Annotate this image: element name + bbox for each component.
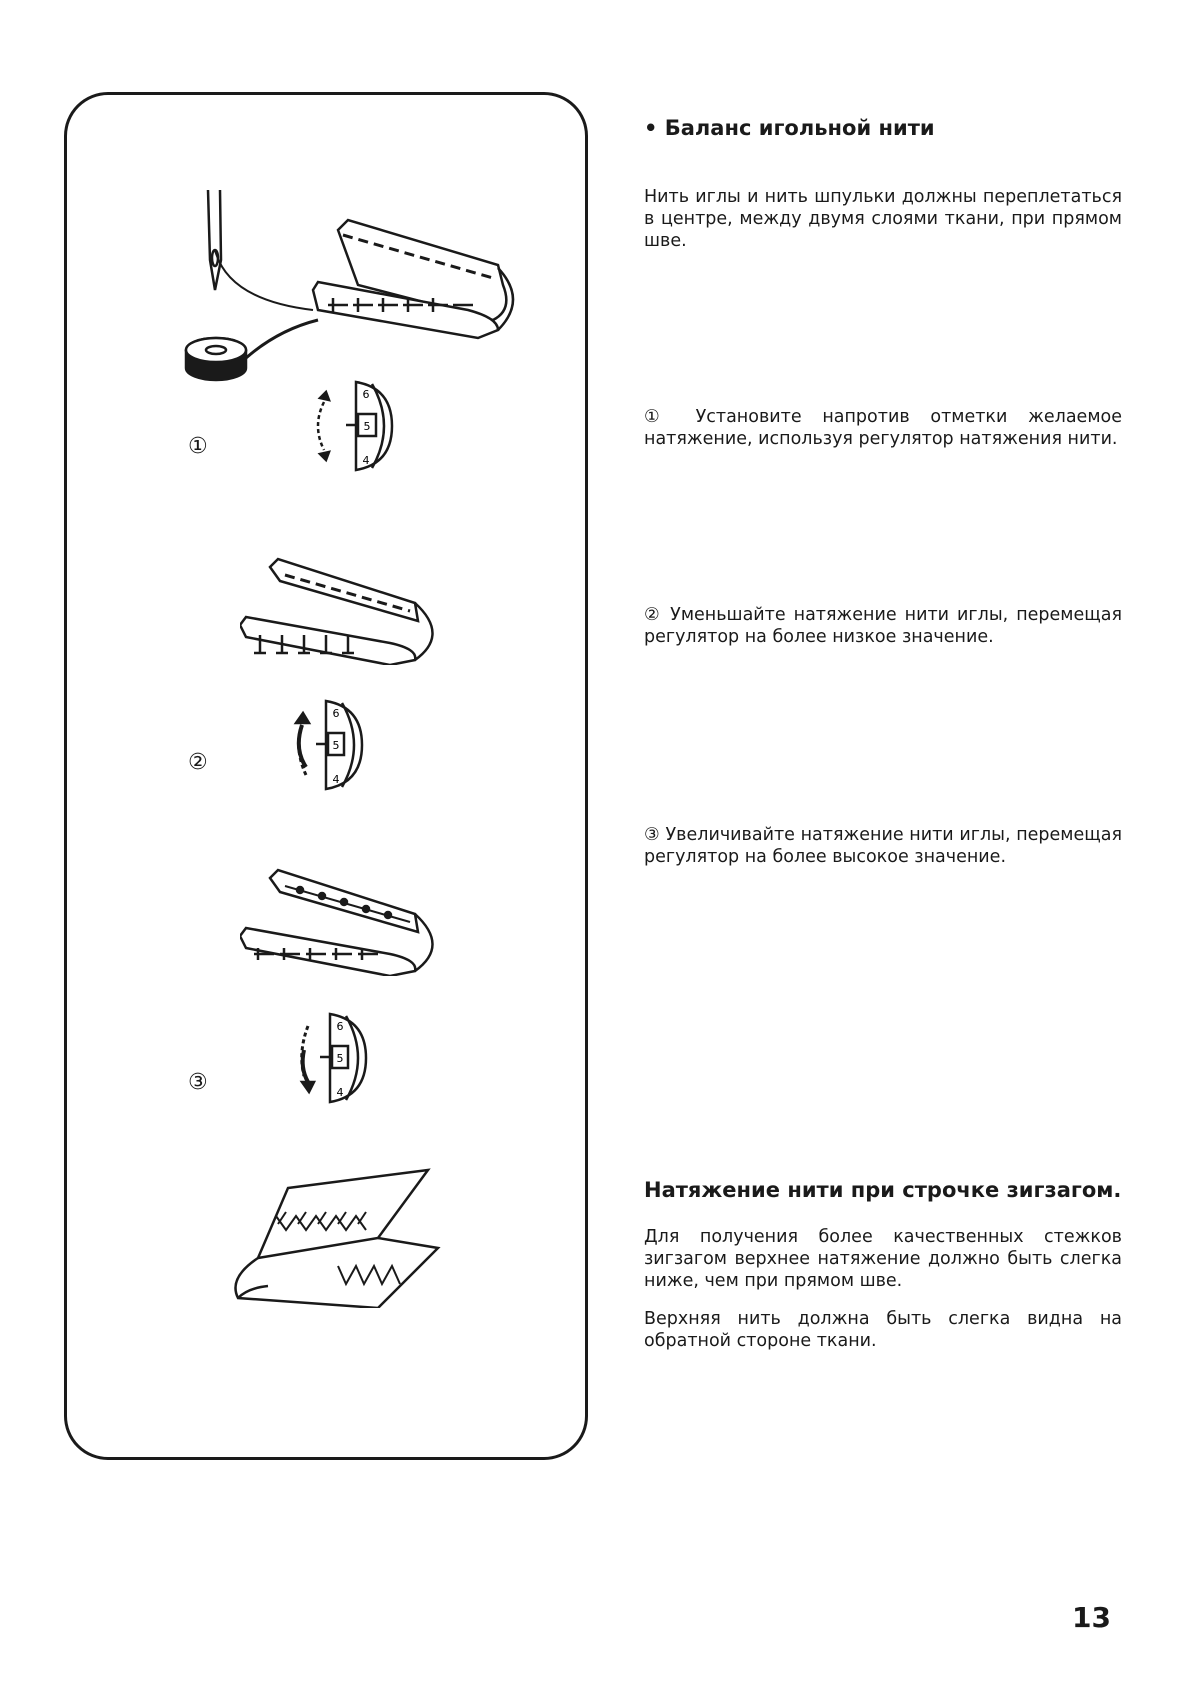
dial-illustration-1 [306,378,416,474]
loose-tension-illustration [240,555,450,665]
page-number: 13 [1072,1601,1111,1634]
dial-2-bottom-label: 4 [332,773,340,786]
zigzag-heading: Натяжение нити при строчке зигзагом. [644,1178,1122,1202]
intro-paragraph: Нить иглы и нить шпульки должны переплетаться в центре, между двумя слоями ткани, при прямом шве. [644,187,1122,251]
dial-2-top-label: 6 [332,707,340,720]
zigzag-paragraph-1: Для получения более качественных стежков зигзагом верхнее натяжение должно быть слегка ниже, чем при прямом шве. [644,1227,1122,1291]
dial-3-middle-label: 5 [336,1052,344,1065]
tight-tension-illustration [240,866,450,976]
zigzag-paragraph-2: Верхняя нить должна быть слегка видна на обратной стороне ткани. [644,1309,1122,1351]
dial-illustration-2 [286,697,386,793]
dial-illustration-3 [290,1010,390,1106]
dial-3-top-label: 6 [336,1020,344,1033]
dial-1-middle-label: 5 [363,420,371,433]
step-3-marker: ③ [188,1070,208,1095]
step-2-marker: ② [188,750,208,775]
dial-3-bottom-label: 4 [336,1086,344,1099]
balanced-stitch-illustration [168,190,538,390]
dial-2-middle-label: 5 [332,739,340,752]
zigzag-stitch-illustration [228,1168,458,1308]
step-3-text: ③ Увеличивайте натяжение нити иглы, перемещая регулятор на более высокое значение. [644,825,1122,867]
section-heading: • Баланс игольной нити [644,116,935,140]
step-1-marker: ① [188,434,208,459]
dial-1-top-label: 6 [362,388,370,401]
step-1-text: ① Установите напротив отметки желаемое натяжение, используя регулятор натяжения нити. [644,407,1122,449]
step-2-text: ② Уменьшайте натяжение нити иглы, перемещая регулятор на более низкое значение. [644,605,1122,647]
dial-1-bottom-label: 4 [362,454,370,467]
